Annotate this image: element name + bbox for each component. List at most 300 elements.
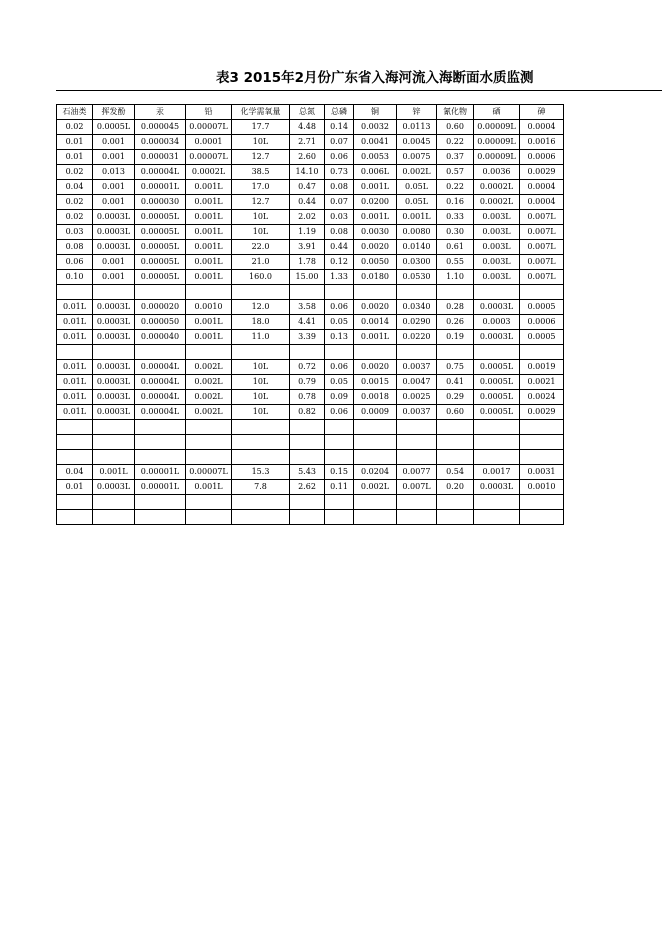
- table-cell: 0.0002L: [186, 165, 232, 180]
- table-cell: 0.013: [93, 165, 135, 180]
- table-cell: [93, 495, 135, 510]
- table-cell: [325, 285, 354, 300]
- table-cell: 10L: [232, 225, 290, 240]
- table-cell: 0.0004: [520, 195, 564, 210]
- table-cell: 0.0031: [520, 465, 564, 480]
- table-cell: 0.01: [57, 150, 93, 165]
- table-cell: [57, 495, 93, 510]
- table-cell: 0.07: [325, 195, 354, 210]
- table-cell: 0.09: [325, 390, 354, 405]
- table-cell: 0.001L: [186, 240, 232, 255]
- table-cell: 0.0340: [397, 300, 437, 315]
- table-cell: [186, 495, 232, 510]
- table-cell: 0.003L: [474, 225, 520, 240]
- table-cell: 0.0005: [520, 330, 564, 345]
- table-cell: 0.0029: [520, 165, 564, 180]
- table-cell: [93, 420, 135, 435]
- table-cell: [397, 510, 437, 525]
- table-row: [57, 465, 564, 480]
- table-cell: 0.0003L: [474, 480, 520, 495]
- table-cell: [474, 285, 520, 300]
- table-cell: 0.08: [57, 240, 93, 255]
- table-cell: 0.00001L: [135, 465, 186, 480]
- table-cell: [437, 510, 474, 525]
- table-cell: 0.01L: [57, 375, 93, 390]
- table-cell: 0.00007L: [186, 120, 232, 135]
- table-cell: 0.00004L: [135, 390, 186, 405]
- table-cell: [397, 435, 437, 450]
- table-cell: [93, 285, 135, 300]
- table-cell: 0.0015: [354, 375, 397, 390]
- table-cell: 0.01L: [57, 315, 93, 330]
- table-cell: 0.02: [57, 210, 93, 225]
- table-cell: 0.01L: [57, 300, 93, 315]
- column-header: 铜: [354, 105, 397, 120]
- table-cell: 0.001L: [186, 180, 232, 195]
- table-cell: [232, 435, 290, 450]
- table-cell: [135, 285, 186, 300]
- table-cell: 0.001L: [186, 195, 232, 210]
- table-cell: 0.0006: [520, 315, 564, 330]
- table-cell: 0.05: [325, 315, 354, 330]
- table-cell: [135, 450, 186, 465]
- table-cell: [232, 495, 290, 510]
- table-cell: [186, 435, 232, 450]
- table-cell: [354, 450, 397, 465]
- table-cell: 0.04: [57, 180, 93, 195]
- table-row: [57, 135, 564, 150]
- table-cell: 0.0003L: [93, 480, 135, 495]
- table-cell: 0.0010: [186, 300, 232, 315]
- table-cell: [474, 420, 520, 435]
- table-cell: [437, 450, 474, 465]
- table-cell: [290, 285, 325, 300]
- table-cell: 0.0032: [354, 120, 397, 135]
- table-cell: [93, 450, 135, 465]
- table-cell: [520, 495, 564, 510]
- table-cell: 1.33: [325, 270, 354, 285]
- table-cell: 0.05: [325, 375, 354, 390]
- table-cell: 0.007L: [397, 480, 437, 495]
- table-cell: 0.0002L: [474, 195, 520, 210]
- table-cell: 2.02: [290, 210, 325, 225]
- table-cell: 0.007L: [520, 255, 564, 270]
- table-cell: [474, 495, 520, 510]
- table-cell: 0.001L: [93, 465, 135, 480]
- table-cell: 0.15: [325, 465, 354, 480]
- table-cell: [290, 345, 325, 360]
- table-cell: [135, 420, 186, 435]
- table-cell: 0.007L: [520, 225, 564, 240]
- column-header: 化学需氧量: [232, 105, 290, 120]
- table-cell: 0.0003L: [93, 225, 135, 240]
- table-cell: 0.0005L: [474, 390, 520, 405]
- table-cell: 0.0005L: [93, 120, 135, 135]
- table-cell: 0.0080: [397, 225, 437, 240]
- table-cell: [57, 420, 93, 435]
- table-cell: 0.0010: [520, 480, 564, 495]
- table-cell: 0.0016: [520, 135, 564, 150]
- table-cell: 0.79: [290, 375, 325, 390]
- table-cell: [325, 345, 354, 360]
- table-cell: [290, 495, 325, 510]
- table-cell: 0.001: [93, 255, 135, 270]
- table-cell: 0.003L: [474, 270, 520, 285]
- table-cell: 0.0050: [354, 255, 397, 270]
- table-cell: 3.91: [290, 240, 325, 255]
- table-cell: 0.44: [325, 240, 354, 255]
- table-cell: [474, 345, 520, 360]
- table-cell: 14.10: [290, 165, 325, 180]
- table-cell: [57, 450, 93, 465]
- column-header: 挥发酚: [93, 105, 135, 120]
- table-cell: 0.0037: [397, 360, 437, 375]
- table-cell: 0.01L: [57, 390, 93, 405]
- table-row: [57, 405, 564, 420]
- table-cell: 0.02: [57, 120, 93, 135]
- table-row: [57, 240, 564, 255]
- table-cell: 12.0: [232, 300, 290, 315]
- table-cell: 0.00004L: [135, 405, 186, 420]
- table-cell: [354, 435, 397, 450]
- table-cell: [474, 435, 520, 450]
- table-cell: 0.0003L: [93, 330, 135, 345]
- column-header: 硒: [474, 105, 520, 120]
- table-cell: 0.06: [57, 255, 93, 270]
- table-cell: 0.37: [437, 150, 474, 165]
- table-cell: [325, 450, 354, 465]
- table-cell: 0.00005L: [135, 240, 186, 255]
- table-cell: 0.00004L: [135, 165, 186, 180]
- table-cell: 12.7: [232, 150, 290, 165]
- table-cell: [232, 450, 290, 465]
- table-cell: 0.60: [437, 405, 474, 420]
- blank-row: [57, 495, 564, 510]
- table-cell: 0.12: [325, 255, 354, 270]
- table-cell: 1.10: [437, 270, 474, 285]
- table-cell: 0.10: [57, 270, 93, 285]
- table-cell: 0.0003L: [93, 240, 135, 255]
- table-cell: [354, 420, 397, 435]
- table-cell: 0.0014: [354, 315, 397, 330]
- table-cell: [325, 495, 354, 510]
- table-cell: 0.001L: [186, 480, 232, 495]
- table-title: 表3 2015年2月份广东省入海河流入海断面水质监测: [216, 70, 534, 86]
- table-row: [57, 360, 564, 375]
- table-cell: 0.001L: [186, 315, 232, 330]
- table-cell: 0.0020: [354, 300, 397, 315]
- table-cell: 0.0036: [474, 165, 520, 180]
- column-header: 铅: [186, 105, 232, 120]
- table-cell: 0.001L: [186, 225, 232, 240]
- table-cell: 0.54: [437, 465, 474, 480]
- table-cell: 17.7: [232, 120, 290, 135]
- table-body: [57, 120, 564, 525]
- table-cell: 0.000040: [135, 330, 186, 345]
- table-cell: 0.0047: [397, 375, 437, 390]
- table-cell: [354, 285, 397, 300]
- table-cell: 0.61: [437, 240, 474, 255]
- table-cell: 0.0037: [397, 405, 437, 420]
- table-cell: 0.00005L: [135, 210, 186, 225]
- table-cell: 0.33: [437, 210, 474, 225]
- table-cell: [57, 435, 93, 450]
- table-cell: 15.3: [232, 465, 290, 480]
- table-cell: [325, 420, 354, 435]
- table-cell: 0.72: [290, 360, 325, 375]
- column-header: 总磷: [325, 105, 354, 120]
- table-cell: 0.02: [57, 165, 93, 180]
- table-cell: 0.0045: [397, 135, 437, 150]
- table-cell: 17.0: [232, 180, 290, 195]
- table-row: [57, 210, 564, 225]
- table-cell: 0.001L: [186, 210, 232, 225]
- table-cell: 0.0180: [354, 270, 397, 285]
- table-cell: 0.01L: [57, 405, 93, 420]
- table-cell: 0.007L: [520, 240, 564, 255]
- table-cell: 0.0075: [397, 150, 437, 165]
- table-row: [57, 330, 564, 345]
- table-row: [57, 315, 564, 330]
- table-cell: 0.00005L: [135, 255, 186, 270]
- table-cell: 0.001: [93, 270, 135, 285]
- table-cell: 0.20: [437, 480, 474, 495]
- table-cell: 0.0204: [354, 465, 397, 480]
- table-cell: 0.0530: [397, 270, 437, 285]
- table-cell: [325, 510, 354, 525]
- table-cell: [135, 435, 186, 450]
- table-cell: 2.60: [290, 150, 325, 165]
- table-cell: [520, 285, 564, 300]
- table-cell: [232, 510, 290, 525]
- table-cell: 0.0053: [354, 150, 397, 165]
- table-cell: 0.55: [437, 255, 474, 270]
- table-cell: [437, 420, 474, 435]
- table-row: [57, 270, 564, 285]
- table-cell: 0.0003L: [474, 300, 520, 315]
- table-cell: [520, 510, 564, 525]
- table-cell: 160.0: [232, 270, 290, 285]
- table-cell: 0.06: [325, 150, 354, 165]
- table-cell: 0.73: [325, 165, 354, 180]
- table-cell: 18.0: [232, 315, 290, 330]
- table-cell: [354, 510, 397, 525]
- table-cell: 0.006L: [354, 165, 397, 180]
- table-cell: 0.05L: [397, 195, 437, 210]
- table-cell: 0.002L: [186, 360, 232, 375]
- table-cell: [57, 510, 93, 525]
- table-cell: 38.5: [232, 165, 290, 180]
- table-cell: [437, 435, 474, 450]
- table-cell: 0.06: [325, 405, 354, 420]
- table-cell: 0.06: [325, 300, 354, 315]
- table-cell: 0.000050: [135, 315, 186, 330]
- table-cell: 0.0003L: [93, 315, 135, 330]
- table-row: [57, 195, 564, 210]
- table-cell: [437, 495, 474, 510]
- header-row: [57, 105, 564, 120]
- table-cell: [397, 450, 437, 465]
- table-cell: 0.26: [437, 315, 474, 330]
- table-cell: [354, 495, 397, 510]
- table-cell: 0.002L: [354, 480, 397, 495]
- table-cell: 0.0001: [186, 135, 232, 150]
- table-cell: 2.62: [290, 480, 325, 495]
- blank-row: [57, 345, 564, 360]
- table-cell: [186, 345, 232, 360]
- table-cell: 0.007L: [520, 210, 564, 225]
- table-cell: 0.0113: [397, 120, 437, 135]
- table-cell: 0.001L: [186, 330, 232, 345]
- table-cell: 0.0003L: [93, 375, 135, 390]
- table-cell: 0.19: [437, 330, 474, 345]
- table-cell: 1.78: [290, 255, 325, 270]
- table-cell: 0.0005L: [474, 360, 520, 375]
- table-cell: 0.04: [57, 465, 93, 480]
- table-cell: 0.001: [93, 180, 135, 195]
- column-header: 砷: [520, 105, 564, 120]
- table-cell: 0.60: [437, 120, 474, 135]
- table-cell: 0.22: [437, 180, 474, 195]
- table-cell: 4.41: [290, 315, 325, 330]
- table-cell: 0.001: [93, 150, 135, 165]
- table-cell: [474, 450, 520, 465]
- blank-row: [57, 435, 564, 450]
- table-cell: 0.0200: [354, 195, 397, 210]
- table-cell: [135, 510, 186, 525]
- table-cell: 0.001L: [397, 210, 437, 225]
- table-cell: [57, 285, 93, 300]
- table-cell: 0.01: [57, 135, 93, 150]
- table-cell: [474, 510, 520, 525]
- table-cell: 0.001L: [186, 270, 232, 285]
- table-cell: 0.000020: [135, 300, 186, 315]
- table-row: [57, 180, 564, 195]
- table-cell: 0.0003L: [93, 210, 135, 225]
- table-cell: 0.002L: [397, 165, 437, 180]
- column-header: 总氮: [290, 105, 325, 120]
- table-cell: [397, 345, 437, 360]
- table-cell: 0.0140: [397, 240, 437, 255]
- table-cell: 0.001: [93, 135, 135, 150]
- table-cell: 0.0021: [520, 375, 564, 390]
- blank-row: [57, 285, 564, 300]
- table-cell: 0.01L: [57, 360, 93, 375]
- table-cell: 0.00009L: [474, 135, 520, 150]
- table-cell: [290, 450, 325, 465]
- table-cell: 0.0003: [474, 315, 520, 330]
- blank-row: [57, 510, 564, 525]
- table-cell: [186, 285, 232, 300]
- table-cell: 0.0004: [520, 120, 564, 135]
- table-cell: 0.11: [325, 480, 354, 495]
- table-cell: 12.7: [232, 195, 290, 210]
- table-cell: 3.39: [290, 330, 325, 345]
- table-cell: 0.0020: [354, 240, 397, 255]
- table-cell: 0.13: [325, 330, 354, 345]
- table-cell: 10L: [232, 360, 290, 375]
- table-cell: [397, 285, 437, 300]
- table-cell: [520, 345, 564, 360]
- table-cell: [93, 345, 135, 360]
- table-cell: 0.003L: [474, 210, 520, 225]
- table-cell: [93, 435, 135, 450]
- table-cell: 1.19: [290, 225, 325, 240]
- table-cell: 0.0018: [354, 390, 397, 405]
- table-cell: 22.0: [232, 240, 290, 255]
- table-cell: 0.0025: [397, 390, 437, 405]
- table-cell: 0.002L: [186, 390, 232, 405]
- table-cell: 0.0290: [397, 315, 437, 330]
- table-cell: [397, 495, 437, 510]
- table-cell: [93, 510, 135, 525]
- table-cell: 5.43: [290, 465, 325, 480]
- table-cell: [520, 435, 564, 450]
- table-cell: 0.000045: [135, 120, 186, 135]
- table-cell: 0.0003L: [474, 330, 520, 345]
- table-cell: 0.41: [437, 375, 474, 390]
- table-cell: 0.001L: [186, 255, 232, 270]
- table-cell: [135, 495, 186, 510]
- column-header: 汞: [135, 105, 186, 120]
- table-cell: [437, 285, 474, 300]
- table-cell: [354, 345, 397, 360]
- column-header: 氰化物: [437, 105, 474, 120]
- table-cell: 0.47: [290, 180, 325, 195]
- table-cell: 0.00001L: [135, 180, 186, 195]
- table-cell: [325, 435, 354, 450]
- table-cell: [232, 285, 290, 300]
- table-cell: [232, 420, 290, 435]
- table-cell: 0.28: [437, 300, 474, 315]
- table-row: [57, 225, 564, 240]
- table-cell: 10L: [232, 135, 290, 150]
- table-cell: 0.05L: [397, 180, 437, 195]
- table-cell: 0.0005L: [474, 375, 520, 390]
- table-cell: 0.002L: [186, 405, 232, 420]
- table-cell: [437, 345, 474, 360]
- table-cell: 0.0220: [397, 330, 437, 345]
- blank-row: [57, 450, 564, 465]
- water-quality-table: [56, 104, 564, 525]
- table-cell: 0.0002L: [474, 180, 520, 195]
- table-cell: 0.00005L: [135, 270, 186, 285]
- table-cell: [520, 420, 564, 435]
- table-cell: 11.0: [232, 330, 290, 345]
- table-cell: 0.00004L: [135, 360, 186, 375]
- table-cell: 0.000030: [135, 195, 186, 210]
- table-cell: 0.002L: [186, 375, 232, 390]
- table-cell: 0.0077: [397, 465, 437, 480]
- table-cell: 15.00: [290, 270, 325, 285]
- table-cell: 0.0003L: [93, 360, 135, 375]
- table-cell: 0.003L: [474, 240, 520, 255]
- table-cell: 0.00009L: [474, 150, 520, 165]
- table-cell: 0.22: [437, 135, 474, 150]
- table-cell: 0.0019: [520, 360, 564, 375]
- table-cell: 0.001L: [354, 210, 397, 225]
- table-cell: 0.08: [325, 225, 354, 240]
- table-cell: [397, 420, 437, 435]
- table-cell: 0.57: [437, 165, 474, 180]
- table-row: [57, 375, 564, 390]
- table-row: [57, 390, 564, 405]
- table-cell: 0.75: [437, 360, 474, 375]
- table-cell: 0.00009L: [474, 120, 520, 135]
- table-cell: 0.06: [325, 360, 354, 375]
- table-cell: 0.14: [325, 120, 354, 135]
- table-cell: 0.01: [57, 480, 93, 495]
